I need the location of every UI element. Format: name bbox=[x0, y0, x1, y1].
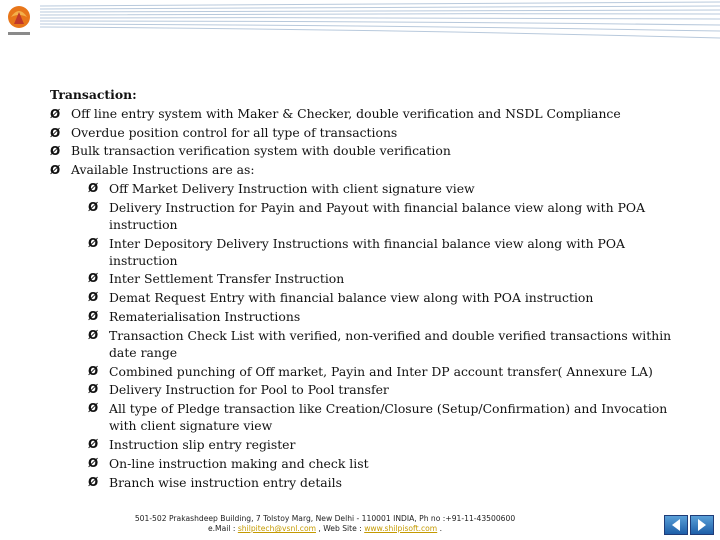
arrow-bullet-icon: Ø bbox=[88, 436, 99, 451]
sub-list-item bbox=[88, 381, 690, 398]
list-item bbox=[50, 105, 690, 124]
sub-list-item bbox=[88, 455, 690, 472]
list-item-text: All type of Pledge transaction like Creation/Closure (Setup/Confirmation) and Invocation with client signature view bbox=[109, 401, 668, 434]
company-logo bbox=[0, 0, 38, 40]
footer-end: . bbox=[437, 524, 443, 533]
sub-list-item bbox=[88, 363, 690, 380]
sub-list-item bbox=[88, 289, 690, 306]
arrow-bullet-icon: Ø bbox=[88, 327, 99, 342]
page-heading: Transaction: bbox=[50, 87, 137, 102]
arrow-bullet-icon: Ø bbox=[50, 106, 61, 121]
company-logo-icon bbox=[0, 0, 38, 40]
arrow-bullet-icon: Ø bbox=[88, 290, 99, 305]
sub-list-item bbox=[88, 436, 690, 453]
sub-list-item bbox=[88, 474, 690, 491]
list-item-text: Transaction Check List with verified, non-verified and double verified transactions within date range bbox=[109, 327, 672, 360]
sub-list-item bbox=[88, 308, 690, 325]
next-slide-button[interactable] bbox=[690, 515, 714, 535]
instruction-list bbox=[50, 105, 690, 491]
email-link[interactable]: shilpitech@vsnl.com bbox=[237, 524, 316, 533]
arrow-bullet-icon: Ø bbox=[50, 163, 61, 178]
footer-contact bbox=[0, 524, 650, 534]
sub-list-item bbox=[88, 270, 690, 287]
list-item-text: Off Market Delivery Instruction with client signature view bbox=[109, 180, 475, 196]
list-item-text: Bulk transaction verification system with double verification bbox=[71, 143, 451, 159]
sub-list-item bbox=[88, 327, 690, 361]
arrow-bullet-icon: Ø bbox=[88, 308, 99, 323]
arrow-bullet-icon: Ø bbox=[88, 199, 99, 214]
list-item-text: Off line entry system with Maker & Checker, double verification and NSDL Compliance bbox=[71, 105, 621, 121]
list-item-text: Delivery Instruction for Payin and Payout with financial balance view along with POA instruction bbox=[109, 199, 646, 232]
decorative-header-lines bbox=[40, 0, 720, 46]
arrow-bullet-icon: Ø bbox=[50, 125, 61, 140]
list-item-text: Rematerialisation Instructions bbox=[109, 308, 301, 324]
arrow-bullet-icon: Ø bbox=[88, 401, 99, 416]
sub-list-item bbox=[88, 400, 690, 434]
list-item bbox=[50, 142, 690, 161]
arrow-bullet-icon: Ø bbox=[88, 474, 99, 489]
next-slide-icon bbox=[691, 516, 713, 534]
arrow-bullet-icon: Ø bbox=[88, 382, 99, 397]
previous-slide-button[interactable] bbox=[664, 515, 688, 535]
list-item bbox=[50, 124, 690, 143]
list-item-text: Branch wise instruction entry details bbox=[109, 474, 342, 490]
previous-slide-icon bbox=[665, 516, 687, 534]
sub-list-item bbox=[88, 199, 690, 233]
footer-website-label: , Web Site : bbox=[316, 524, 365, 533]
list-item-text: Available Instructions are as: bbox=[71, 162, 255, 178]
arrow-bullet-icon: Ø bbox=[88, 455, 99, 470]
arrow-bullet-icon: Ø bbox=[88, 180, 99, 195]
arrow-bullet-icon: Ø bbox=[88, 235, 99, 250]
list-item-text: Delivery Instruction for Pool to Pool transfer bbox=[109, 382, 389, 398]
arrow-bullet-icon: Ø bbox=[88, 271, 99, 286]
list-item-text: Instruction slip entry register bbox=[109, 436, 296, 452]
list-item-text: Demat Request Entry with financial balance view along with POA instruction bbox=[109, 290, 594, 306]
list-item bbox=[50, 161, 690, 180]
sub-list-item bbox=[88, 235, 690, 269]
footer-email-label: e.Mail : bbox=[207, 524, 238, 533]
list-item-text: Combined punching of Off market, Payin and Inter DP account transfer( Annexure LA) bbox=[109, 363, 653, 379]
sub-list-item bbox=[88, 180, 690, 197]
list-item-text: On-line instruction making and check list bbox=[109, 455, 369, 471]
list-item-text: Inter Settlement Transfer Instruction bbox=[109, 271, 345, 287]
arrow-bullet-icon: Ø bbox=[50, 144, 61, 159]
footer bbox=[0, 514, 650, 534]
list-item-text: Inter Depository Delivery Instructions with financial balance view along with POA instruction bbox=[109, 235, 625, 268]
website-link[interactable]: www.shilpisoft.com bbox=[364, 524, 438, 533]
footer-address: 501-502 Prakashdeep Building, 7 Tolstoy Marg, New Delhi - 110001 INDIA, Ph no :+91-11-43500600 bbox=[134, 514, 516, 523]
content-block bbox=[50, 86, 690, 492]
arrow-bullet-icon: Ø bbox=[88, 363, 99, 378]
list-item-text: Overdue position control for all type of transactions bbox=[71, 124, 398, 140]
